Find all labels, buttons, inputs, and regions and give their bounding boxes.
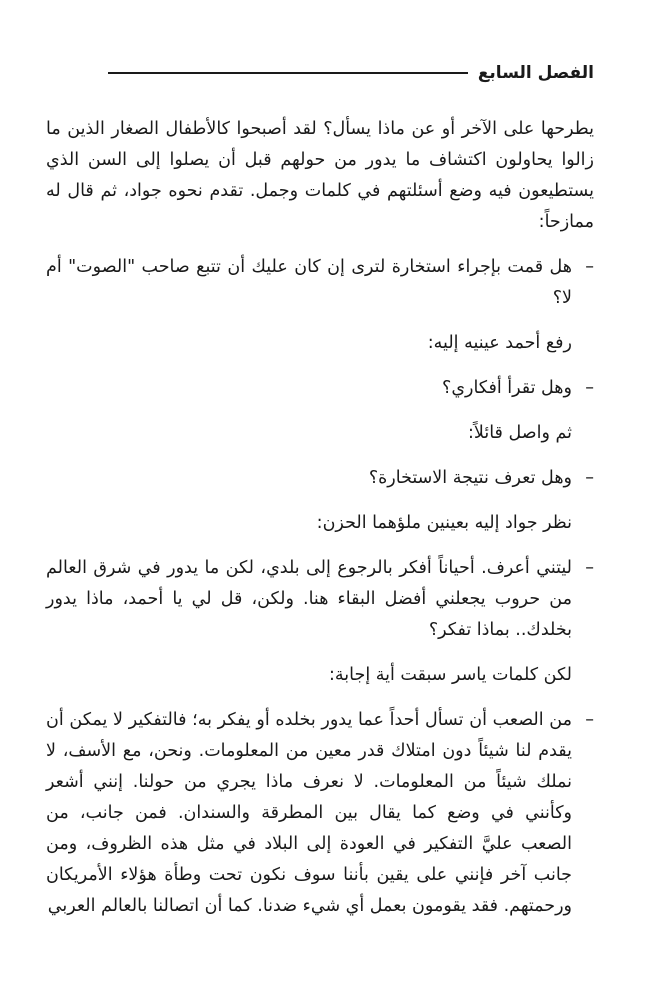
dialogue-dash: – — [585, 468, 594, 488]
paragraph: يطرحها على الآخر أو عن ماذا يسأل؟ لقد أصبحوا كالأطفال الصغار الذين ما زالوا يحاولون اكتشاف ما يدور من حولهم قبل أن يصلوا إلى السن الذي يستطيعون فيه وضع أسئلتهم في كلمات وجمل. تقدم نحوه جواد، ثم قال له ممازحاً: — [46, 119, 594, 232]
dialogue-line — [46, 705, 594, 922]
dialogue-line — [46, 553, 594, 646]
dialogue-line — [46, 252, 594, 314]
dialogue-line — [46, 373, 594, 404]
dialogue-dash: – — [585, 257, 594, 277]
running-header — [52, 58, 594, 88]
dialogue-text: ليتني أعرف. أحياناً أفكر بالرجوع إلى بلدي، لكن ما يدور في شرق العالم من حروب يجعلني أفضل البقاء هنا. ولكن، قل لي يا أحمد، ماذا يدور بخلدك.. بماذا تفكر؟ — [46, 558, 572, 640]
narration-line: ثم واصل قائلاً: — [468, 423, 572, 443]
header-rule — [108, 72, 468, 74]
dialogue-text: وهل تعرف نتيجة الاستخارة؟ — [368, 468, 572, 488]
page-body — [46, 114, 594, 936]
chapter-title: الفصل السابع — [477, 63, 594, 83]
dialogue-line — [46, 463, 594, 494]
narration-line: رفع أحمد عينيه إليه: — [427, 333, 572, 353]
dialogue-text: من الصعب أن تسأل أحداً عما يدور بخلده أو يفكر به؛ فالتفكير لا يمكن أن يقدم لنا شيئاً دون امتلاك قدر معين من المعلومات. ونحن، مع الأسف، لا نملك شيئاً من المعلومات. لا نعرف ماذا يجري من حولنا. إنني أشعر وكأنني في وضع كما يقال بين المطرقة والسندان. فمن جانب، من الصعب عليَّ التفكير في العودة إلى البلاد في مثل هذه الظروف، ومن جانب آخر فإنني على يقين بأننا سوف نكون تحت وطأة هؤلاء الأمريكان ورحمتهم. فقد يقومون بعمل أي شيء ضدنا. كما أن اتصالنا بالعالم العربي — [46, 710, 572, 916]
dialogue-dash: – — [585, 558, 594, 578]
narration-line: لكن كلمات ياسر سبقت أية إجابة: — [329, 665, 572, 685]
dialogue-dash: – — [585, 378, 594, 398]
dialogue-dash: – — [585, 710, 594, 730]
dialogue-text: وهل تقرأ أفكاري؟ — [442, 378, 572, 398]
narration-line: نظر جواد إليه بعينين ملؤهما الحزن: — [316, 513, 572, 533]
dialogue-text: هل قمت بإجراء استخارة لترى إن كان عليك أن تتبع صاحب "الصوت" أم لا؟ — [46, 257, 572, 308]
